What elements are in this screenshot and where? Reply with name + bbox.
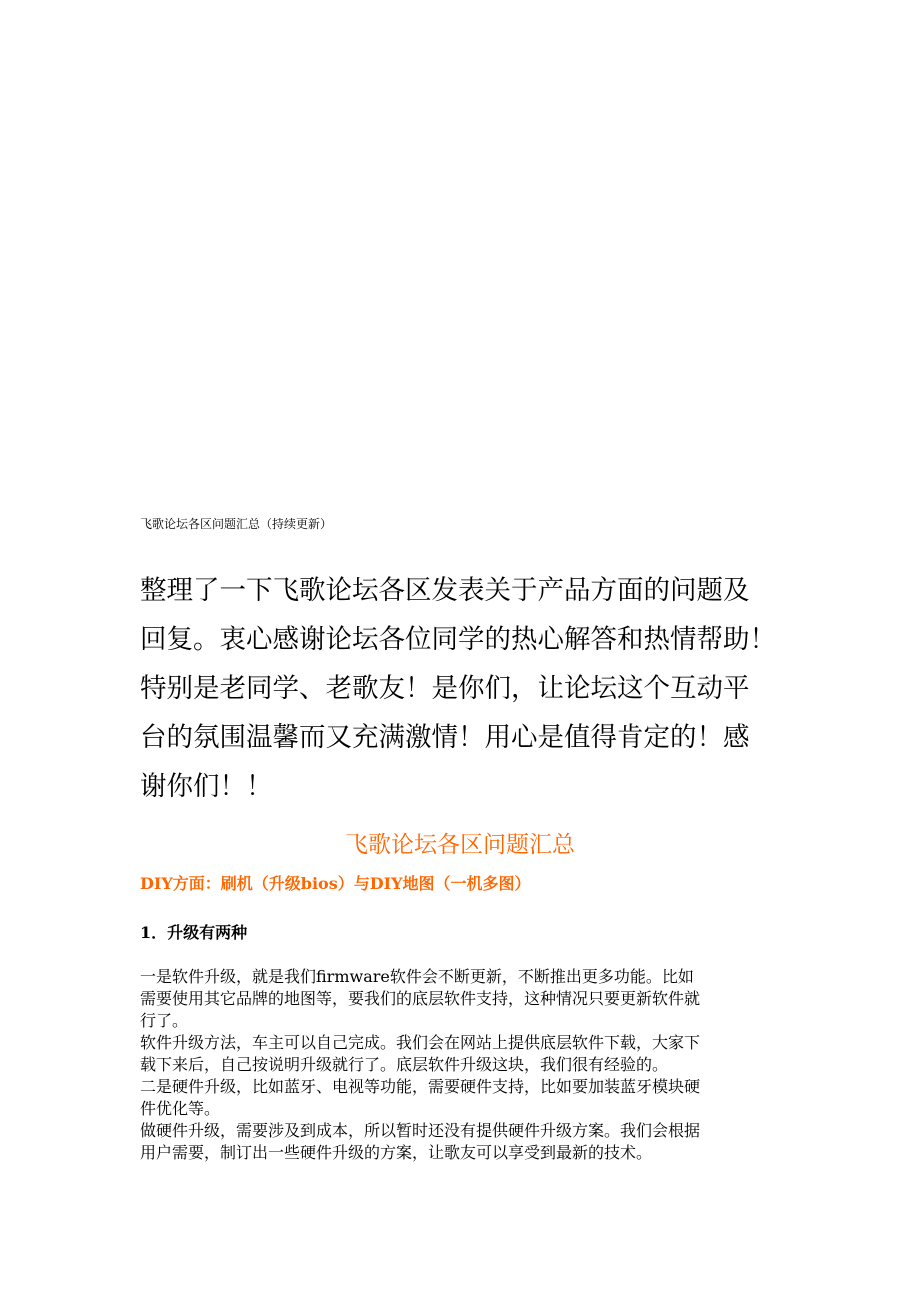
main-heading: 飞歌论坛各区问题汇总 [345,832,575,858]
body-line: 二是硬件升级，比如蓝牙、电视等功能，需要硬件支持，比如要加装蓝牙模块硬 [140,1077,701,1096]
body-line: 软件升级方法，车主可以自己完成。我们会在网站上提供底层软件下载，大家下 [140,1033,701,1052]
body-line: 需要使用其它品牌的地图等，要我们的底层软件支持，这种情况只要更新软件就 [140,989,701,1008]
body-line: 用户需要，制订出一些硬件升级的方案，让歌友可以享受到最新的技术。 [140,1143,653,1162]
body-line: 做硬件升级，需要涉及到成本，所以暂时还没有提供硬件升级方案。我们会根据 [140,1121,701,1140]
intro-line: 特别是老同学、老歌友！是你们，让论坛这个互动平 [140,673,750,704]
body-paragraph [140,966,785,1164]
item-heading-upgrade: 1．升级有两种 [140,923,248,942]
body-line: 一是软件升级，就是我们firmware软件会不断更新，不断推出更多功能。比如 [140,967,694,986]
body-line: 件优化等。 [140,1099,221,1118]
section-heading-diy: DIY方面：刷机（升级bios）与DIY地图（一机多图） [140,874,531,893]
intro-line: 谢你们！！ [140,771,273,802]
intro-line: 回复。衷心感谢论坛各位同学的热心解答和热情帮助！ [140,624,776,655]
intro-paragraph [140,566,785,811]
intro-line: 整理了一下飞歌论坛各区发表关于产品方面的问题及 [140,575,750,606]
body-line: 行了。 [140,1011,189,1030]
intro-line: 台的氛围温馨而又充满激情！用心是值得肯定的！感 [140,722,750,753]
document-small-title: 飞歌论坛各区问题汇总（持续更新） [140,517,333,531]
body-line: 载下来后，自己按说明升级就行了。底层软件升级这块，我们很有经验的。 [140,1055,669,1074]
